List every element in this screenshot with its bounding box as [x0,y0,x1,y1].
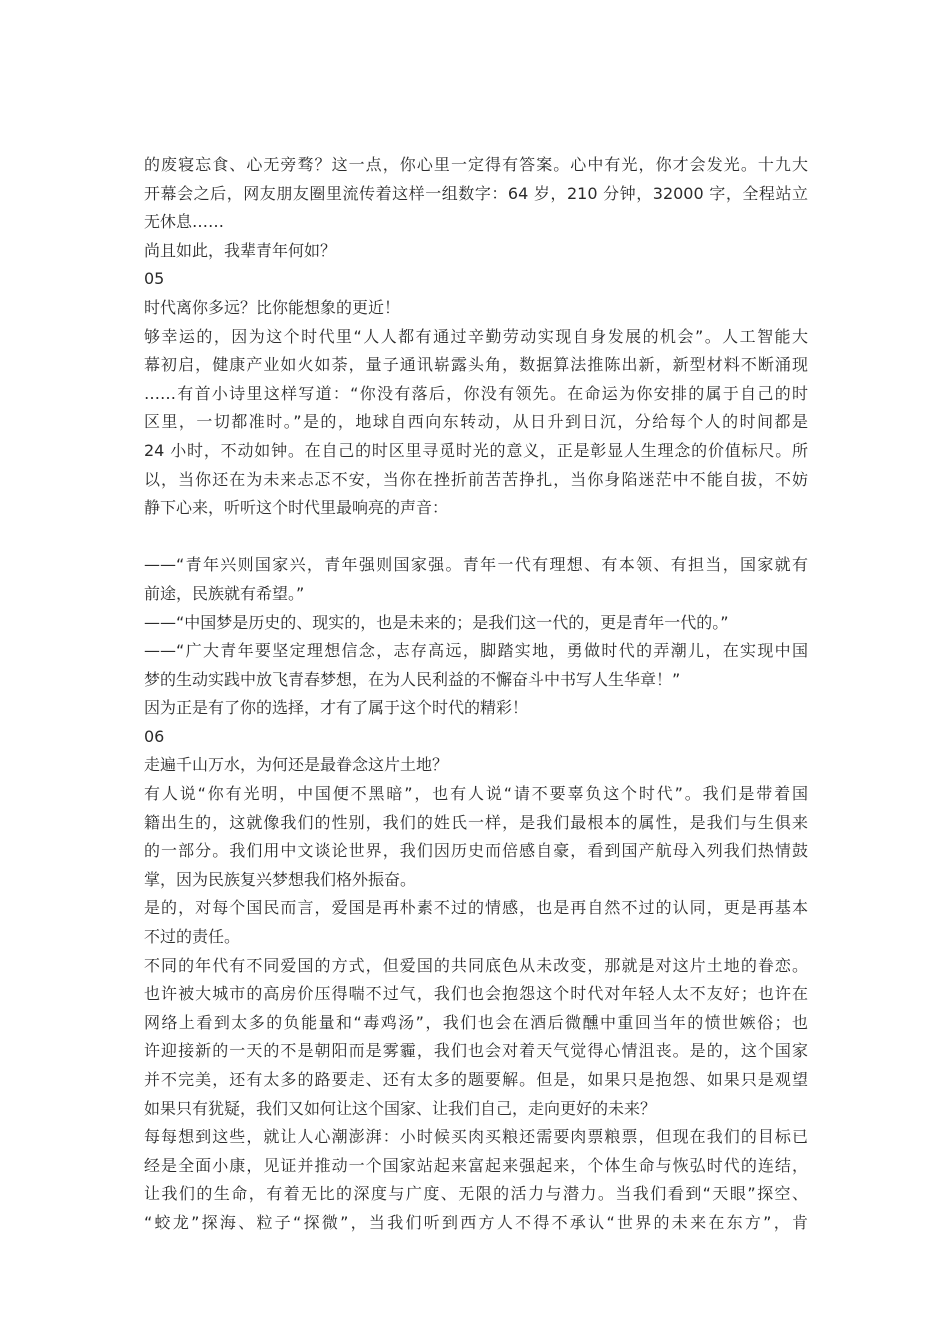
body-line: 够幸运的，因为这个时代里“人人都有通过辛勤劳动实现自身发展的机会”。人工智能大 [144,326,808,346]
body-line: 也许被大城市的高房价压得喘不过气，我们也会抱怨这个时代对年轻人太不友好；也许在 [144,984,808,1004]
body-line: 掌，因为民族复兴梦想我们格外振奋。 [144,869,417,889]
body-line: 网络上看到太多的负能量和“毒鸡汤”，我们也会在酒后微醺中重回当年的愤世嫉俗；也 [144,1012,808,1032]
section-number: 06 [144,726,165,746]
body-line: 如果只有犹疑，我们又如何让这个国家、让我们自己，走向更好的未来？ [144,1098,657,1118]
quote-line: 前途，民族就有希望。” [144,583,305,603]
body-line: 24 小时，不动如钟。在自己的时区里寻觅时光的意义，正是彰显人生理念的价值标尺。所 [144,440,808,460]
body-line: 以，当你还在为未来忐忑不安，当你在挫折前苦苦挣扎，当你身陷迷茫中不能自拔，不妨 [144,469,808,489]
quote-line: ——“广大青年要坚定理想信念，志存高远，脚踏实地，勇做时代的弄潮儿，在实现中国 [144,641,808,661]
document-body [144,151,808,1238]
body-line: 让我们的生命，有着无比的深度与广度、无限的活力与潜力。当我们看到“天眼”探空、 [144,1184,808,1204]
section-heading: 时代离你多远？比你能想象的更近！ [144,297,401,317]
body-line: 的废寝忘食、心无旁骛？这一点，你心里一定得有答案。心中有光，你才会发光。十九大 [144,155,808,174]
body-line: 并不完美，还有太多的路要走、还有太多的题要解。但是，如果只是抱怨、如果只是观望 [144,1070,808,1089]
body-line: 不过的责任。 [144,927,241,947]
paragraph-gap [144,523,808,552]
section-number: 05 [144,269,165,289]
body-line: 是的，对每个国民而言，爱国是再朴素不过的情感，也是再自然不过的认同，更是再基本 [144,898,808,918]
body-line: ……有首小诗里这样写道：“你没有落后，你没有领先。在命运为你安排的属于自己的时 [144,383,808,403]
body-line: 开幕会之后，网友朋友圈里流传着这样一组数字：64 岁，210 分钟，32000 字，全程站立 [144,183,808,203]
body-line: “蛟龙”探海、粒子“探微”，当我们听到西方人不得不承认“世界的未来在东方”，肯 [144,1212,808,1232]
body-line: 幕初启，健康产业如火如荼，量子通讯崭露头角，数据算法推陈出新，新型材料不断涌现 [144,355,808,375]
body-line: 尚且如此，我辈青年何如？ [144,240,337,260]
body-line: 无休息…… [144,212,225,232]
body-line: 经是全面小康，见证并推动一个国家站起来富起来强起来，个体生命与恢弘时代的连结， [144,1155,808,1175]
body-line: 有人说“你有光明，中国便不黑暗”，也有人说“请不要辜负这个时代”。我们是带着国 [144,784,808,804]
body-line: 籍出生的，这就像我们的性别，我们的姓氏一样，是我们最根本的属性，是我们与生俱来 [144,812,808,832]
body-line: 区里，一切都准时。”是的，地球自西向东转动，从日升到日沉，分给每个人的时间都是 [144,412,808,432]
section-heading: 走遍千山万水，为何还是最眷念这片土地？ [144,755,449,775]
body-line: 的一部分。我们用中文谈论世界，我们因历史而倍感自豪，看到国产航母入列我们热情鼓 [144,841,808,861]
body-line: 不同的年代有不同爱国的方式，但爱国的共同底色从未改变，那就是对这片土地的眷恋。 [144,955,808,975]
quote-line: ——“青年兴则国家兴，青年强则国家强。青年一代有理想、有本领、有担当，国家就有 [144,555,808,575]
quote-line: ——“中国梦是历史的、现实的，也是未来的；是我们这一代的，更是青年一代的。” [144,612,729,632]
body-line: 因为正是有了你的选择，才有了属于这个时代的精彩！ [144,698,529,718]
body-line: 许迎接新的一天的不是朝阳而是雾霾，我们也会对着天气觉得心情沮丧。是的，这个国家 [144,1041,808,1061]
body-line: 每每想到这些，就让人心潮澎湃：小时候买肉买粮还需要肉票粮票，但现在我们的目标已 [144,1127,808,1147]
quote-line: 梦的生动实践中放飞青春梦想，在为人民利益的不懈奋斗中书写人生华章！” [144,669,681,689]
body-line: 静下心来，听听这个时代里最响亮的声音： [144,498,449,518]
